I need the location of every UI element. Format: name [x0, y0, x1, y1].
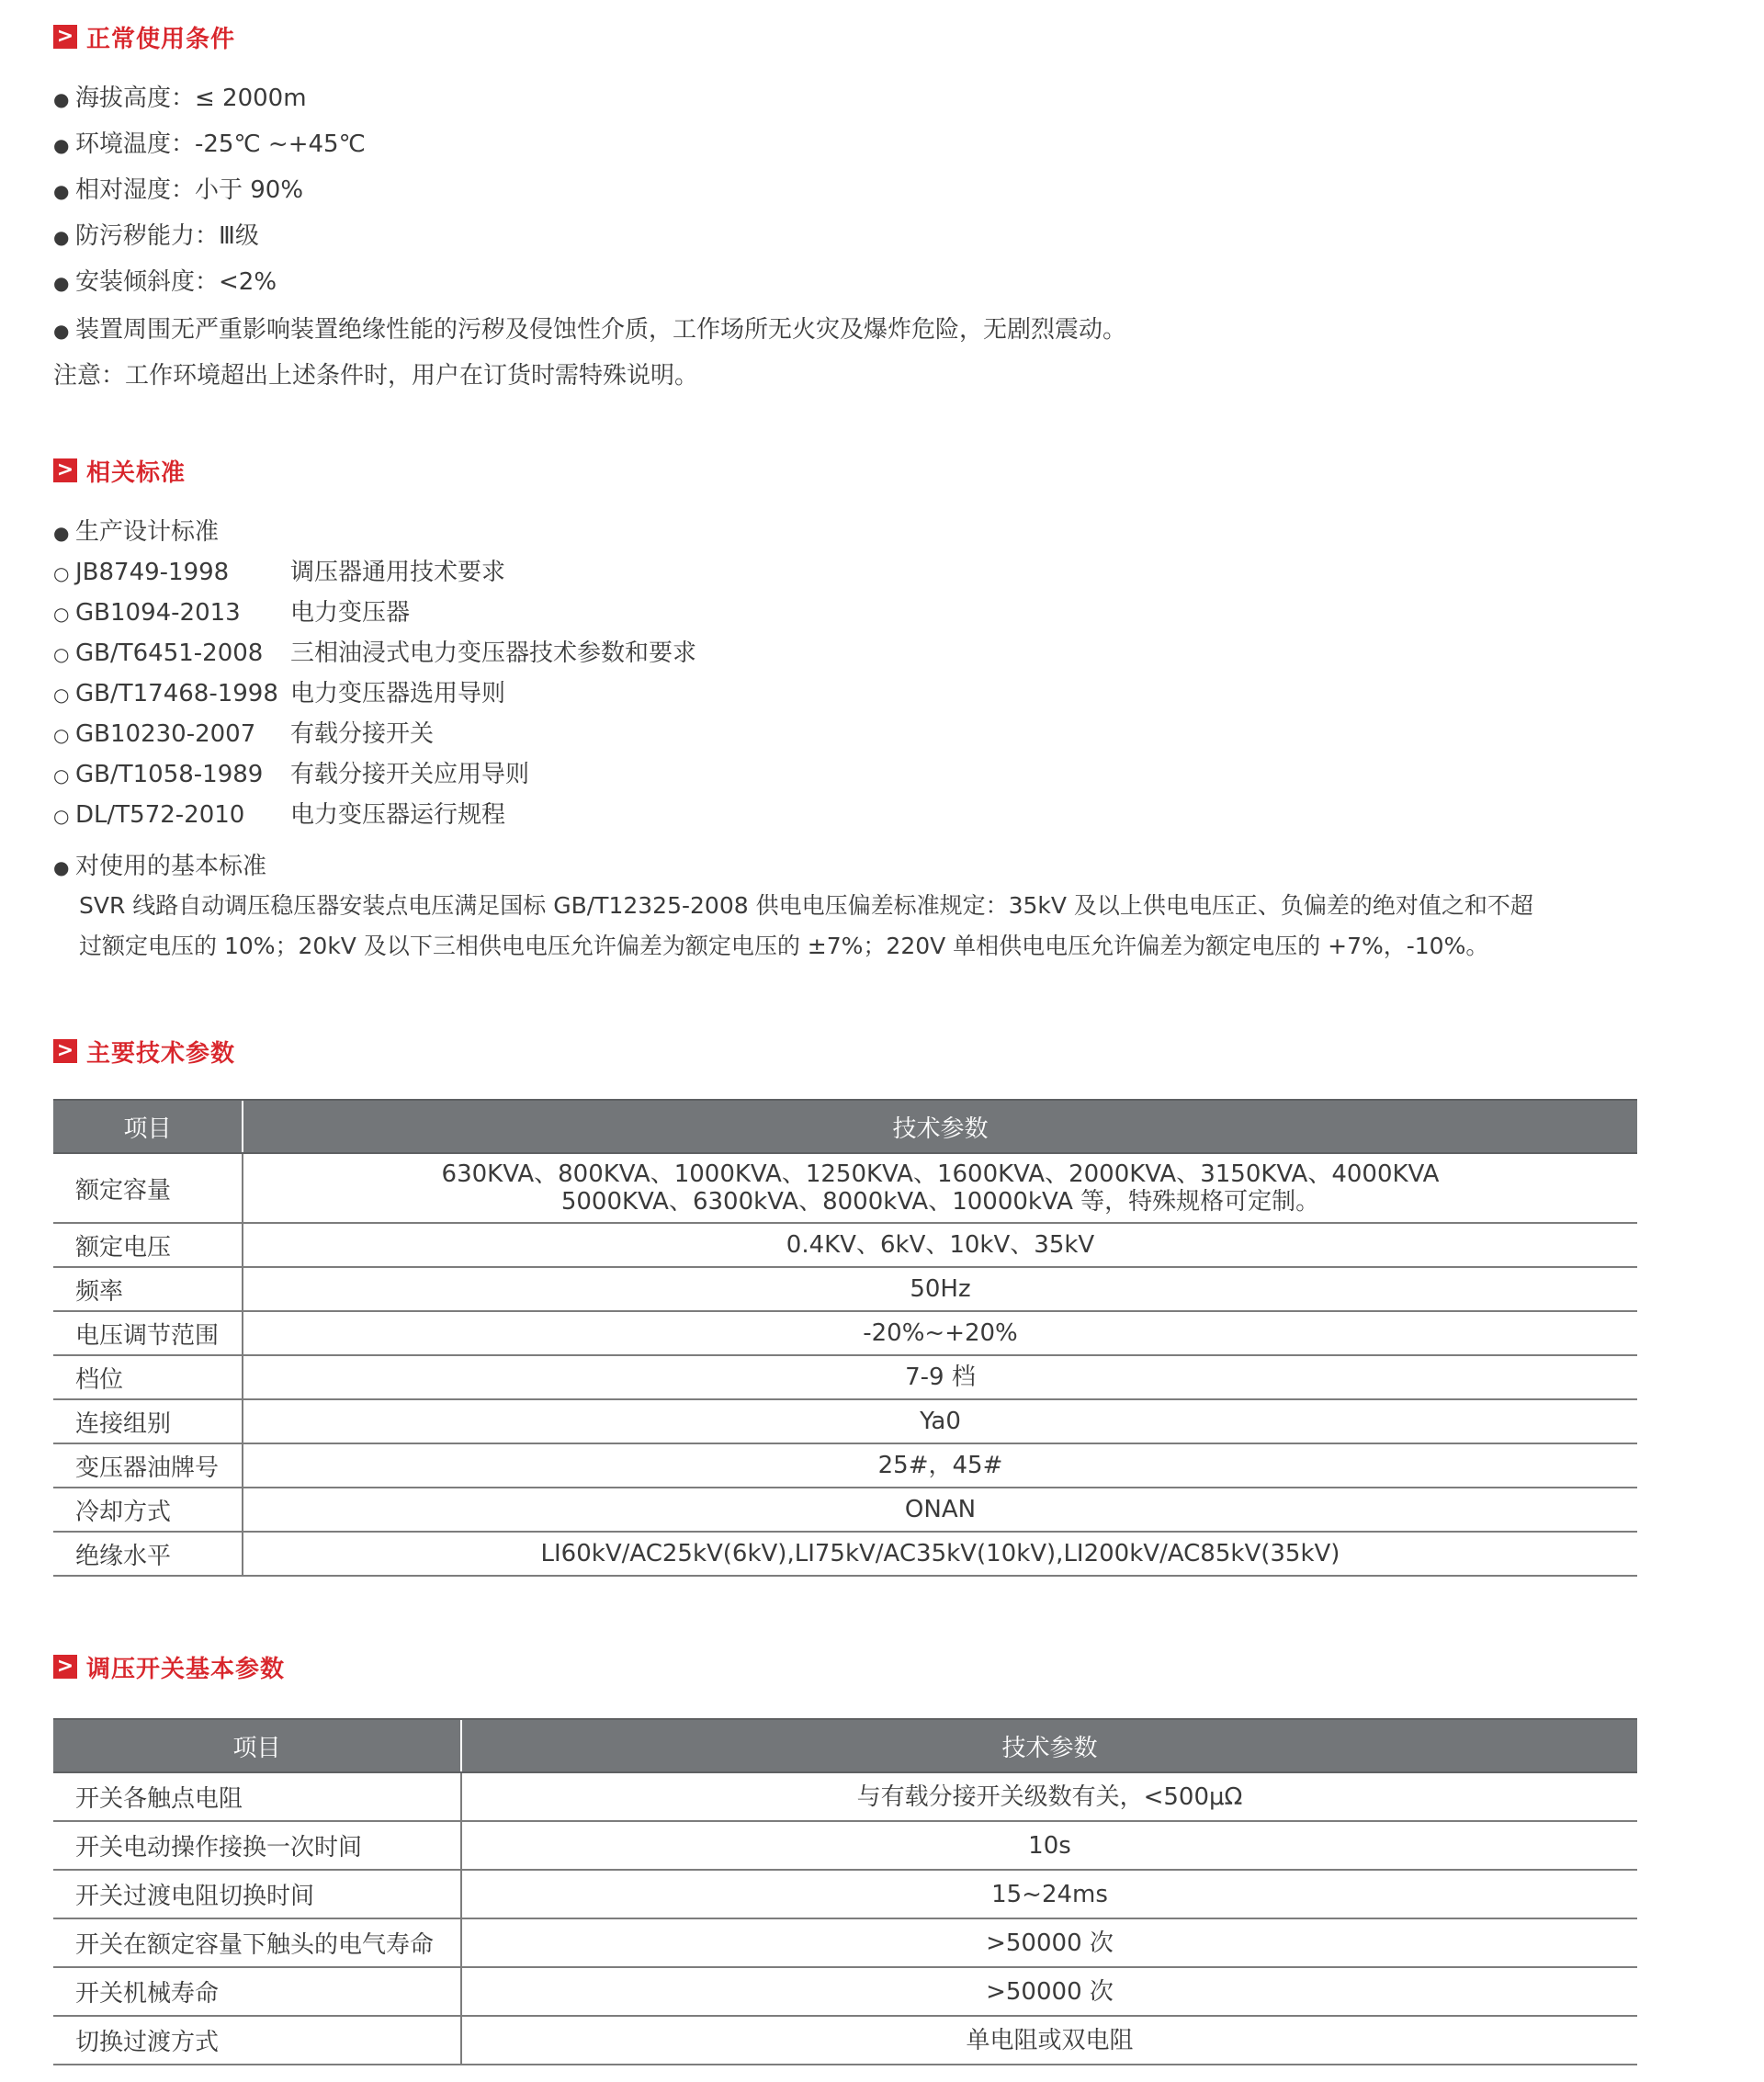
- circle-bullet-icon: ○: [53, 764, 70, 786]
- standard-name: 三相油浸式电力变压器技术参数和要求: [290, 639, 697, 667]
- column-header: 技术参数: [461, 1719, 1637, 1772]
- row-label: 额定容量: [53, 1153, 243, 1223]
- standard-item: [53, 634, 696, 668]
- paragraph-line: 过额定电压的 10%；20kV 及以下三相供电电压允许偏差为额定电压的 ±7%；220V 单相供电电压允许偏差为额定电压的 +7%，-10%。: [79, 933, 1489, 959]
- note-text: 注意：工作环境超出上述条件时，用户在订货时需特殊说明。: [53, 362, 699, 390]
- table-row: [53, 1399, 1637, 1443]
- standard-code: GB1094-2013: [75, 599, 241, 627]
- section-title-conditions: [53, 20, 235, 53]
- section-heading: 相关标准: [86, 458, 187, 487]
- standard-code: GB10230-2007: [75, 720, 256, 748]
- row-label: 切换过渡方式: [53, 2016, 461, 2065]
- table-row: [53, 1918, 1637, 1967]
- bullet-icon: ●: [53, 856, 70, 878]
- standard-code: GB/T6451-2008: [75, 639, 264, 667]
- row-label: 开关各触点电阻: [53, 1772, 461, 1821]
- row-label: 开关机械寿命: [53, 1967, 461, 2016]
- table-row: [53, 1870, 1637, 1918]
- standard-name: 电力变压器: [290, 599, 411, 627]
- table-row: [53, 1153, 1637, 1223]
- row-label: 额定电压: [53, 1223, 243, 1267]
- circle-bullet-icon: ○: [53, 684, 70, 706]
- standard-name: 电力变压器运行规程: [290, 801, 506, 829]
- standard-code: JB8749-1998: [75, 559, 230, 586]
- row-label: 变压器油牌号: [53, 1443, 243, 1488]
- row-label: 连接组别: [53, 1399, 243, 1443]
- row-value: 与有载分接开关级数有关，<500μΩ: [461, 1772, 1637, 1821]
- row-label: 档位: [53, 1355, 243, 1399]
- row-value: LI60kV/AC25kV(6kV),LI75kV/AC35kV(10kV),LI200kV/AC85kV(35kV): [243, 1532, 1637, 1576]
- table-row: [53, 1311, 1637, 1355]
- table-row: [53, 1532, 1637, 1576]
- column-header: 项目: [53, 1719, 461, 1772]
- standard-name: 有载分接开关: [290, 720, 435, 748]
- list-item: ● 环境温度：-25℃ ~+45℃: [53, 130, 366, 158]
- table-row: [53, 1355, 1637, 1399]
- section-heading: 调压开关基本参数: [86, 1655, 286, 1683]
- standard-code: GB/T1058-1989: [75, 761, 264, 788]
- list-item: ● 安装倾斜度：<2%: [53, 268, 277, 296]
- list-item: ● 装置周围无严重影响装置绝缘性能的污秽及侵蚀性介质，工作场所无火灾及爆炸危险，无剧烈震动。: [53, 316, 1127, 344]
- table-row: [53, 1488, 1637, 1532]
- standard-item: [53, 715, 434, 749]
- standard-item: [53, 553, 505, 587]
- circle-bullet-icon: ○: [53, 805, 70, 827]
- table-header-row: [53, 1719, 1637, 1772]
- list-item: ● 生产设计标准: [53, 518, 220, 546]
- table-row: [53, 1223, 1637, 1267]
- row-label: 绝缘水平: [53, 1532, 243, 1576]
- column-header: 技术参数: [243, 1100, 1637, 1153]
- standard-code: GB/T17468-1998: [75, 680, 278, 707]
- row-value: >50000 次: [461, 1967, 1637, 2016]
- table-row: [53, 1772, 1637, 1821]
- switch-params-table: [53, 1718, 1637, 2065]
- chevron-right-icon: >: [53, 1655, 77, 1679]
- row-label: 开关电动操作接换一次时间: [53, 1821, 461, 1870]
- main-params-table: [53, 1099, 1637, 1577]
- section-heading: 正常使用条件: [86, 25, 236, 53]
- row-label: 开关在额定容量下触头的电气寿命: [53, 1918, 461, 1967]
- table-row: [53, 1967, 1637, 2016]
- bullet-icon: ●: [53, 320, 70, 342]
- standard-code: DL/T572-2010: [75, 801, 245, 829]
- chevron-right-icon: >: [53, 458, 77, 482]
- standard-item: [53, 796, 505, 830]
- list-item: ● 海拔高度：≤ 2000m: [53, 85, 307, 112]
- circle-bullet-icon: ○: [53, 724, 70, 746]
- standard-name: 有载分接开关应用导则: [290, 761, 530, 788]
- row-value: Ya0: [243, 1399, 1637, 1443]
- circle-bullet-icon: ○: [53, 562, 70, 584]
- standard-item: [53, 594, 410, 628]
- standard-name: 电力变压器选用导则: [290, 680, 506, 707]
- list-item: ● 防污秽能力：Ⅲ级: [53, 222, 259, 250]
- column-header: 项目: [53, 1100, 243, 1153]
- table-row: [53, 1267, 1637, 1311]
- section-title-main-params: [53, 1035, 235, 1068]
- row-value: 50Hz: [243, 1267, 1637, 1311]
- bullet-icon: ●: [53, 180, 70, 202]
- row-label: 冷却方式: [53, 1488, 243, 1532]
- list-item: ● 相对湿度：小于 90%: [53, 176, 304, 204]
- row-value: ONAN: [243, 1488, 1637, 1532]
- row-value: 0.4KV、6kV、10kV、35kV: [243, 1223, 1637, 1267]
- row-value: 10s: [461, 1821, 1637, 1870]
- row-value: 25#，45#: [243, 1443, 1637, 1488]
- row-value: >50000 次: [461, 1918, 1637, 1967]
- bullet-icon: ●: [53, 134, 70, 156]
- table-row: [53, 1821, 1637, 1870]
- section-heading: 主要技术参数: [86, 1039, 236, 1068]
- row-label: 电压调节范围: [53, 1311, 243, 1355]
- section-title-standards: [53, 454, 186, 487]
- standard-item: [53, 755, 529, 789]
- table-row: [53, 2016, 1637, 2065]
- row-value: 15~24ms: [461, 1870, 1637, 1918]
- chevron-right-icon: >: [53, 25, 77, 49]
- row-value: 630KVA、800KVA、1000KVA、1250KVA、1600KVA、2000KVA、3150KVA、4000KVA 5000KVA、6300kVA、8000kVA、10000kVA 等，特殊规格可定制。: [243, 1153, 1637, 1223]
- circle-bullet-icon: ○: [53, 603, 70, 625]
- list-item: ● 对使用的基本标准: [53, 853, 267, 880]
- standard-name: 调压器通用技术要求: [290, 559, 506, 586]
- row-value: 7-9 档: [243, 1355, 1637, 1399]
- table-row: [53, 1443, 1637, 1488]
- circle-bullet-icon: ○: [53, 643, 70, 665]
- section-title-switch-params: [53, 1650, 285, 1683]
- bullet-icon: ●: [53, 226, 70, 248]
- paragraph-line: SVR 线路自动调压稳压器安装点电压满足国标 GB/T12325-2008 供电电压偏差标准规定：35kV 及以上供电电压正、负偏差的绝对值之和不超: [79, 892, 1533, 919]
- bullet-icon: ●: [53, 88, 70, 110]
- row-label: 开关过渡电阻切换时间: [53, 1870, 461, 1918]
- chevron-right-icon: >: [53, 1039, 77, 1063]
- bullet-icon: ●: [53, 272, 70, 294]
- bullet-icon: ●: [53, 522, 70, 544]
- row-label: 频率: [53, 1267, 243, 1311]
- row-value: 单电阻或双电阻: [461, 2016, 1637, 2065]
- row-value: -20%~+20%: [243, 1311, 1637, 1355]
- standard-item: [53, 674, 505, 708]
- table-header-row: [53, 1100, 1637, 1153]
